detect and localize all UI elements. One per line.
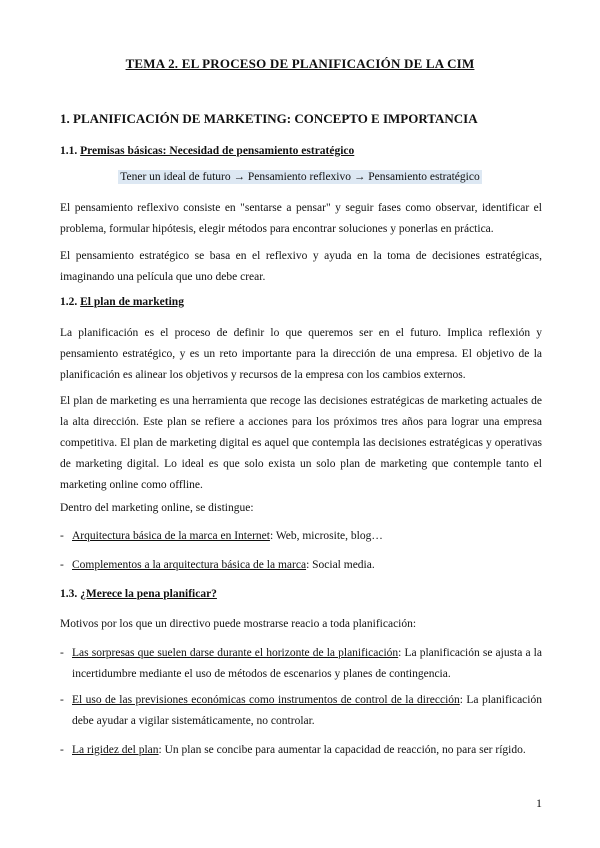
highlight-text: Tener un ideal de futuro → Pensamiento reflexivo → Pensamiento estratégico [120, 171, 480, 183]
list-item [60, 690, 542, 732]
list-item [60, 643, 542, 685]
list-item [60, 740, 542, 761]
list-item-term: Arquitectura básica de la marca en Internet [72, 530, 270, 542]
bullet-dash: - [60, 744, 64, 756]
list-item [60, 555, 542, 576]
list-item-term: Complementos a la arquitectura básica de la marca [72, 559, 307, 571]
list-item-term: El uso de las previsiones económicas como instrumentos de control de la dirección [72, 694, 460, 706]
paragraph: La planificación es el proceso de definir lo que queremos ser en el futuro. Implica reflexión y pensamiento estratégico, y es un reto importante para la dirección de una empresa. El objetivo de la planificación es alinear los objetivos y recursos de la empresa con los cambios externos. [60, 327, 542, 381]
paragraph: El plan de marketing es una herramienta que recoge las decisiones estratégicas de marketing actuales de la alta dirección. Este plan se refiere a acciones para los próximos tres años para lograr una empresa competitiva. El plan de marketing digital es aquel que contempla las decisiones estratégicas y operativas de marketing digital. Lo ideal es que solo exista un solo plan de marketing que contemple tanto el marketing online como offline. [60, 395, 542, 491]
subsection-heading-1-2 [60, 296, 542, 308]
list-item-term: Las sorpresas que suelen darse durante el horizonte de la planificación [72, 647, 399, 659]
bullet-dash: - [60, 694, 64, 706]
paragraph: El pensamiento reflexivo consiste en "sentarse a pensar" y seguir fases como observar, identificar el problema, formular hipótesis, elegir métodos para encontrar soluciones y ponerlas en práctica. [60, 202, 542, 235]
subsection-number: 1.1. [60, 145, 78, 157]
paragraph: Motivos por los que un directivo puede mostrarse reacio a toda planificación: [60, 618, 417, 630]
list-item-text: : Social media. [306, 559, 375, 571]
subsection-number: 1.2. [60, 296, 78, 308]
bullet-dash: - [60, 559, 64, 571]
subsection-title: ¿Merece la pena planificar? [80, 588, 217, 600]
list-item-text: : La planificación se ajusta a la incertidumbre mediante el uso de métodos de escenarios y planes de contingencia. [72, 647, 542, 680]
highlighted-sequence [0, 171, 600, 183]
subsection-number: 1.3. [60, 588, 78, 600]
subsection-heading-1-1 [60, 145, 542, 157]
section-heading: 1. PLANIFICACIÓN DE MARKETING: CONCEPTO E IMPORTANCIA [60, 111, 478, 126]
subsection-title: Premisas básicas: Necesidad de pensamiento estratégico [80, 145, 355, 157]
page-number: 1 [536, 796, 542, 810]
list-item-text: : Un plan se concibe para aumentar la capacidad de reacción, no para ser rígido. [158, 744, 526, 756]
list-item [60, 526, 542, 547]
list-item-term: La rigidez del plan [72, 744, 159, 756]
bullet-dash: - [60, 530, 64, 542]
subsection-heading-1-3 [60, 588, 542, 600]
paragraph: El pensamiento estratégico se basa en el reflexivo y ayuda en la toma de decisiones estratégicas, imaginando una película que uno debe crear. [60, 250, 542, 283]
list-item-text: : La planificación debe ayudar a vigilar sistemáticamente, no controlar. [72, 694, 542, 727]
document-title: TEMA 2. EL PROCESO DE PLANIFICACIÓN DE LA CIM [125, 56, 475, 71]
subsection-title: El plan de marketing [80, 296, 184, 308]
bullet-dash: - [60, 647, 64, 659]
list-item-text: : Web, microsite, blog… [269, 530, 383, 542]
paragraph: Dentro del marketing online, se distingue: [60, 502, 254, 514]
